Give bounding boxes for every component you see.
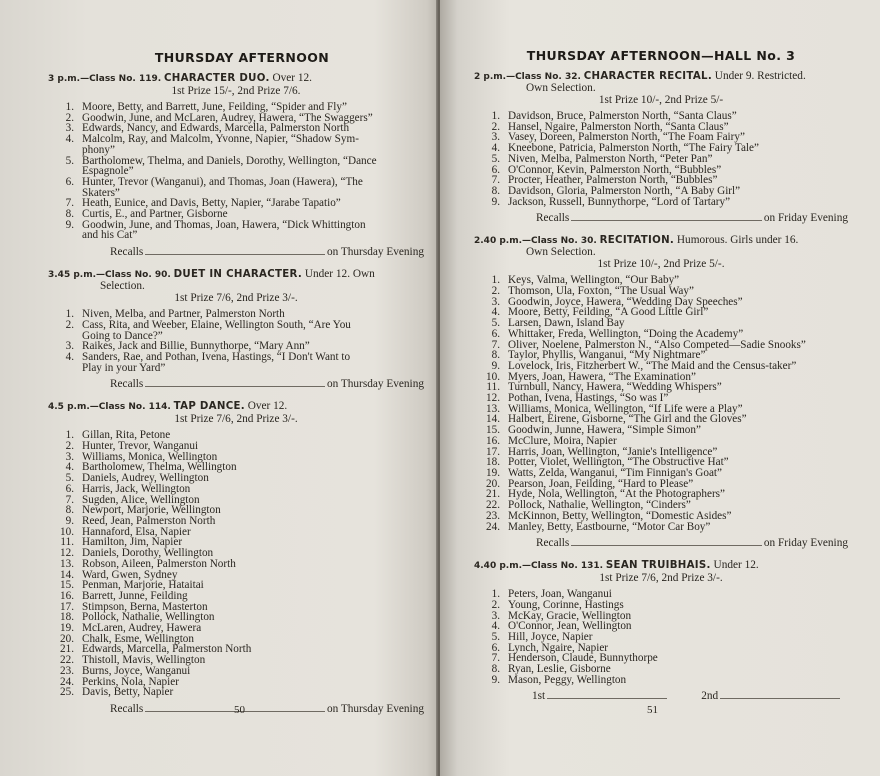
entry-number: 6. <box>65 175 74 188</box>
entry-number: 23. <box>486 509 500 522</box>
entry-number: 18. <box>486 456 500 469</box>
entry-text: Pothan, Ivena, Hastings, “So was I” <box>508 392 669 405</box>
class-section <box>48 268 424 390</box>
entry-text: Jackson, Russell, Bunnythorpe, “Lord of Tartary” <box>508 195 731 208</box>
placing-slot <box>532 690 667 702</box>
entry-text: Goodwin, June, and Thomas, Joan, Hawera, “Dick Whittington <box>82 218 366 231</box>
prize-line: 1st Prize 10/-, 2nd Prize 5/- <box>598 94 724 106</box>
entry-text: Williams, Monica, Wellington, “If Life were a Play” <box>508 402 743 415</box>
entry-number: 10. <box>486 370 500 383</box>
entry-text: Potter, Violet, Wellington, “The Obstructive Hat” <box>508 456 729 469</box>
recalls-line <box>48 246 424 258</box>
entry-text: O'Connor, Jean, Wellington <box>508 620 632 633</box>
entry-text: Moore, Betty, Feilding, “A Good Little Girl” <box>508 306 709 319</box>
entry-text: Daniels, Audrey, Wellington <box>82 472 209 485</box>
class-time: 4.5 p.m. <box>48 402 90 413</box>
entry-text: Pearson, Joan, Feilding, “Hard to Please” <box>508 477 694 490</box>
class-name: TAP DANCE. <box>173 401 245 413</box>
recalls-session: on Thursday Evening <box>326 246 424 259</box>
entry-number: 14. <box>60 568 74 581</box>
entry-text: McKay, Gracie, Wellington <box>508 609 632 622</box>
entry-text: Ward, Gwen, Sydney <box>82 568 178 581</box>
entry-text: and his Cat” <box>82 229 138 242</box>
class-conditions: Under 12. <box>710 559 759 572</box>
entry-text: Davidson, Gloria, Palmerston North, “A Baby Girl” <box>508 184 741 197</box>
entry-text: Young, Corinne, Hastings <box>508 598 624 611</box>
entry-text: Lovelock, Iris, Fitzherbert W., “The Maid and the Census-taker” <box>508 359 797 372</box>
entry-number: 17. <box>60 600 74 613</box>
class-conditions: Humorous. Girls under 16. <box>674 234 799 247</box>
entry-number: 4. <box>65 133 74 146</box>
recalls-session: on Thursday Evening <box>326 702 424 715</box>
class-section <box>48 72 424 258</box>
entry-list <box>48 102 424 241</box>
class-number: —Class No. 90. <box>96 270 171 281</box>
entry-line <box>48 687 424 698</box>
entry-number: 2. <box>491 598 500 611</box>
entry-number: 19. <box>60 622 74 635</box>
entry-number: 22. <box>486 499 500 512</box>
entry-number: 6. <box>491 163 500 176</box>
class-section <box>474 70 848 224</box>
class-number: —Class No. 30. <box>522 236 597 247</box>
placing-slot <box>701 690 840 702</box>
class-name: CHARACTER RECITAL. <box>583 71 712 82</box>
entry-number: 9. <box>491 359 500 372</box>
entry-text: Reed, Jean, Palmerston North <box>82 514 216 527</box>
entry-text: Moore, Betty, and Barrett, June, Feilding, “Spider and Fly” <box>82 101 347 113</box>
entry-number: 6. <box>491 641 500 654</box>
entry-number: 5. <box>491 152 500 165</box>
entry-text: Going to Dance?” <box>82 329 163 342</box>
entry-text: Larsen, Dawn, Island Bay <box>508 317 625 330</box>
entry-list <box>474 111 848 207</box>
class-number: —Class No. 131. <box>522 561 604 572</box>
entry-text: Hamilton, Jim, Napier <box>82 536 183 549</box>
entry-number: 18. <box>60 611 74 624</box>
entry-number: 20. <box>486 477 500 490</box>
entry-text: Henderson, Claude, Bunnythorpe <box>508 652 658 665</box>
entry-text: Peters, Joan, Wanganui <box>508 588 612 601</box>
entry-number: 10. <box>60 525 74 538</box>
entry-number: 8. <box>491 184 500 197</box>
entry-line <box>474 675 848 686</box>
entry-text: Sugden, Alice, Wellington <box>82 493 200 506</box>
recalls-rule <box>571 212 762 221</box>
entry-number: 14. <box>486 413 500 426</box>
entry-number: 16. <box>486 434 500 447</box>
entry-text: Espagnole” <box>82 165 134 178</box>
entry-list <box>48 430 424 698</box>
entry-number: 25. <box>60 686 74 699</box>
entry-number: 5. <box>65 154 74 167</box>
entry-text: Taylor, Phyllis, Wanganui, “My Nightmare” <box>508 349 706 362</box>
entry-number: 21. <box>486 488 500 501</box>
class-conditions-cont: Own Selection. <box>526 82 596 94</box>
entry-number: 3. <box>65 340 74 353</box>
entry-number: 21. <box>60 643 74 656</box>
entry-number: 20. <box>60 632 74 645</box>
entry-number: 1. <box>65 101 74 113</box>
entry-text: Malcolm, Ray, and Malcolm, Yvonne, Napier, “Shadow Sym- <box>82 133 359 146</box>
entry-text: Davidson, Bruce, Palmerston North, “Santa Claus” <box>508 110 737 122</box>
entry-number: 1. <box>65 429 74 442</box>
entry-text: Raikes, Jack and Billie, Bunnythorpe, “Mary Ann” <box>82 340 310 353</box>
entry-text: McClure, Moira, Napier <box>508 434 617 447</box>
recalls-label: Recalls <box>536 537 570 550</box>
prize-line: 1st Prize 7/6, 2nd Prize 3/-. <box>174 292 298 305</box>
entry-text: Hansel, Ngaire, Palmerston North, “Santa Claus” <box>508 120 729 133</box>
class-number: —Class No. 114. <box>89 402 171 413</box>
class-time: 2 p.m. <box>474 72 507 82</box>
entry-text: Oliver, Noelene, Palmerston N., “Also Competed—Sadie Snooks” <box>508 338 806 351</box>
entry-text: Goodwin, June, and McLaren, Audrey, Hawera, “The Swaggers” <box>82 111 373 124</box>
page-number: 51 <box>647 704 658 716</box>
recalls-label: Recalls <box>110 702 144 715</box>
entry-text: Curtis, E., and Partner, Gisborne <box>82 208 228 221</box>
recalls-line <box>474 537 848 549</box>
entry-text: Penman, Marjorie, Hataitai <box>82 579 204 592</box>
entry-text: Edwards, Marcella, Palmerston North <box>82 643 252 656</box>
right-sections <box>474 70 848 702</box>
entry-text: Chalk, Esme, Wellington <box>82 632 194 645</box>
entry-number: 2. <box>491 285 500 298</box>
entry-text: Thistoll, Mavis, Wellington <box>82 654 206 667</box>
placing-label: 2nd <box>701 689 719 702</box>
recalls-session: on Friday Evening <box>763 212 848 225</box>
entry-text: Harris, Joan, Wellington, “Janie's Intelligence” <box>508 445 718 458</box>
entry-number: 2. <box>65 318 74 331</box>
entry-text: O'Connor, Kevin, Palmerston North, “Bubbles” <box>508 163 722 176</box>
entry-number: 2. <box>65 440 74 453</box>
prize-line: 1st Prize 7/6, 2nd Prize 3/-. <box>174 413 298 426</box>
recalls-line <box>48 378 424 390</box>
entry-number: 4. <box>65 350 74 363</box>
entry-text: Play in your Yard” <box>82 361 166 374</box>
recalls-label: Recalls <box>110 378 144 391</box>
class-name: DUET IN CHARACTER. <box>173 269 303 281</box>
entry-number: 7. <box>491 174 500 187</box>
entry-text: Perkins, Nola, Napier <box>82 675 179 688</box>
entry-number: 6. <box>65 482 74 495</box>
entry-text: Niven, Melba, Palmerston North, “Peter Pan” <box>508 152 713 165</box>
class-section <box>48 400 424 715</box>
entry-text: Hunter, Trevor, Wanganui <box>82 440 199 453</box>
entry-text: Niven, Melba, and Partner, Palmerston North <box>82 308 285 321</box>
entry-number: 7. <box>491 652 500 665</box>
class-name: SEAN TRUIBHAIS. <box>605 560 711 572</box>
class-heading <box>48 400 424 413</box>
entry-number: 5. <box>65 472 74 485</box>
entry-text: Williams, Monica, Wellington <box>82 450 218 463</box>
entry-number: 3. <box>65 450 74 463</box>
entry-number: 3. <box>491 131 500 144</box>
entry-text: Burns, Joyce, Wanganui <box>82 664 191 677</box>
entry-text: Halbert, Eirene, Gisborne, “The Girl and the Gloves” <box>508 413 747 426</box>
entry-list <box>474 589 848 685</box>
entry-text: Hunter, Trevor (Wanganui), and Thomas, Joan (Hawera), “The <box>82 175 363 188</box>
entry-number: 9. <box>491 195 500 208</box>
entry-number: 7. <box>491 338 500 351</box>
entry-number: 4. <box>65 461 74 474</box>
class-number: —Class No. 119. <box>80 74 162 84</box>
entry-text: Thomson, Ula, Foxton, “The Usual Way” <box>508 285 694 298</box>
entry-text: Keys, Valma, Wellington, “Our Baby” <box>508 274 680 287</box>
entry-number: 2. <box>65 111 74 124</box>
class-conditions: Under 9. Restricted. <box>711 70 806 82</box>
entry-text: Cass, Rita, and Weeber, Elaine, Wellington South, “Are You <box>82 318 351 331</box>
prize-line: 1st Prize 15/-, 2nd Prize 7/6. <box>171 85 301 97</box>
class-number: —Class No. 32. <box>506 72 581 82</box>
entry-number: 13. <box>486 402 500 415</box>
entry-text: Goodwin, Joyce, Hawera, “Wedding Day Speeches” <box>508 295 743 308</box>
entry-number: 13. <box>60 557 74 570</box>
entry-text: Edwards, Nancy, and Edwards, Marcella, Palmerston North <box>82 122 350 135</box>
entry-number: 23. <box>60 664 74 677</box>
recalls-label: Recalls <box>536 212 570 225</box>
entry-text: Procter, Heather, Palmerston North, “Bubbles” <box>508 174 718 187</box>
class-name: CHARACTER DUO. <box>163 73 270 84</box>
entry-text: Gillan, Rita, Petone <box>82 429 171 442</box>
entry-number: 3. <box>491 609 500 622</box>
entry-number: 8. <box>65 504 74 517</box>
page-title: THURSDAY AFTERNOON <box>154 50 330 65</box>
class-time: 3 p.m. <box>48 74 81 84</box>
entry-number: 2. <box>491 120 500 133</box>
entry-text: McKinnon, Betty, Wellington, “Domestic Asides” <box>508 509 732 522</box>
entry-list <box>474 275 848 532</box>
entry-number: 11. <box>60 536 74 549</box>
entry-text: Kneebone, Patricia, Palmerston North, “The Fairy Tale” <box>508 142 759 155</box>
entry-number: 15. <box>486 424 500 437</box>
class-time: 3.45 p.m. <box>48 270 96 281</box>
entry-text: Daniels, Dorothy, Wellington <box>82 547 214 560</box>
entry-line <box>48 230 424 241</box>
entry-text: Manley, Betty, Eastbourne, “Motor Car Boy” <box>508 520 711 533</box>
prize-line: 1st Prize 7/6, 2nd Prize 3/-. <box>599 572 723 585</box>
entry-text: Heath, Eunice, and Davis, Betty, Napier, “Jarabe Tapatio” <box>82 197 341 210</box>
entry-text: Hannaford, Elsa, Napier <box>82 525 191 538</box>
entry-number: 7. <box>65 197 74 210</box>
entry-text: Hyde, Nola, Wellington, “At the Photographers” <box>508 488 726 501</box>
class-conditions-cont: Own Selection. <box>526 246 596 259</box>
left-sections <box>48 72 424 715</box>
prize-line: 1st Prize 10/-, 2nd Prize 5/-. <box>597 258 725 271</box>
entry-number: 1. <box>491 274 500 287</box>
recalls-rule <box>145 378 325 387</box>
entry-number: 8. <box>65 208 74 221</box>
entry-text: Watts, Zelda, Wanganui, “Tim Finnigan's Goat” <box>508 466 722 479</box>
entry-number: 4. <box>491 620 500 633</box>
entry-number: 3. <box>65 122 74 135</box>
entry-number: 9. <box>65 218 74 231</box>
entry-number: 8. <box>491 349 500 362</box>
page-title: THURSDAY AFTERNOON—HALL No. 3 <box>526 48 796 63</box>
entry-text: Sanders, Rae, and Pothan, Ivena, Hastings, “I Don't Want to <box>82 350 351 363</box>
placing-rule <box>547 690 667 699</box>
entry-text: Bartholomew, Thelma, Wellington <box>82 461 237 474</box>
recalls-session: on Friday Evening <box>763 537 848 550</box>
class-conditions: Over 12. <box>269 72 312 84</box>
recalls-rule <box>145 246 325 255</box>
entry-text: Skaters” <box>82 186 120 199</box>
entry-text: Whittaker, Freda, Wellington, “Doing the Academy” <box>508 327 744 340</box>
entry-number: 3. <box>491 295 500 308</box>
class-time: 2.40 p.m. <box>474 236 522 247</box>
recalls-line <box>474 212 848 224</box>
entry-number: 7. <box>65 493 74 506</box>
class-section <box>474 234 848 549</box>
entry-text: Mason, Peggy, Wellington <box>508 673 627 686</box>
entry-text: Pollock, Nathalie, Wellington <box>82 611 215 624</box>
entry-number: 5. <box>491 631 500 644</box>
entry-text: Hill, Joyce, Napier <box>508 631 593 644</box>
entry-text: Lynch, Ngaire, Napier <box>508 641 609 654</box>
entry-number: 19. <box>486 466 500 479</box>
entry-number: 5. <box>491 317 500 330</box>
entry-line <box>48 363 424 374</box>
placing-label: 1st <box>532 689 546 702</box>
entry-number: 22. <box>60 654 74 667</box>
class-heading <box>48 72 424 85</box>
entry-text: Pollock, Nathalie, Wellington, “Cinders” <box>508 499 691 512</box>
entry-list <box>48 309 424 373</box>
entry-number: 1. <box>491 110 500 122</box>
class-name: RECITATION. <box>599 235 675 247</box>
entry-text: McLaren, Audrey, Hawera <box>82 622 202 635</box>
entry-text: Barrett, Junne, Feilding <box>82 589 188 602</box>
entry-text: Vasey, Doreen, Palmerston North, “The Foam Fairy” <box>508 131 745 144</box>
entry-line <box>474 197 848 208</box>
class-time: 4.40 p.m. <box>474 561 522 572</box>
entry-number: 1. <box>65 308 74 321</box>
recalls-label: Recalls <box>110 246 144 259</box>
entry-text: Myers, Joan, Hawera, “The Examination” <box>508 370 696 383</box>
page-number: 50 <box>234 704 245 716</box>
placings-line <box>474 690 848 702</box>
class-section <box>474 559 848 701</box>
entry-number: 8. <box>491 663 500 676</box>
entry-number: 1. <box>491 588 500 601</box>
entry-number: 9. <box>491 673 500 686</box>
entry-number: 16. <box>60 589 74 602</box>
entry-number: 9. <box>65 514 74 527</box>
placing-rule <box>720 690 840 699</box>
entry-number: 11. <box>486 381 500 394</box>
entry-number: 24. <box>60 675 74 688</box>
entry-number: 12. <box>60 547 74 560</box>
right-page <box>440 0 880 776</box>
entry-number: 4. <box>491 306 500 319</box>
entry-line <box>474 522 848 533</box>
recalls-session: on Thursday Evening <box>326 378 424 391</box>
class-conditions: Under 12. Own <box>302 268 375 281</box>
entry-number: 17. <box>486 445 500 458</box>
entry-text: Goodwin, Junne, Hawera, “Simple Simon” <box>508 424 701 437</box>
entry-text: phony” <box>82 143 115 156</box>
entry-text: Newport, Marjorie, Wellington <box>82 504 221 517</box>
class-heading <box>474 559 848 572</box>
entry-text: Robson, Aileen, Palmerston North <box>82 557 236 570</box>
class-conditions: Over 12. <box>244 400 288 413</box>
entry-text: Bartholomew, Thelma, and Daniels, Dorothy, Wellington, “Dance <box>82 154 377 167</box>
entry-number: 6. <box>491 327 500 340</box>
entry-number: 15. <box>60 579 74 592</box>
entry-text: Stimpson, Berna, Masterton <box>82 600 208 613</box>
recalls-rule <box>571 537 762 546</box>
class-conditions-cont: Selection. <box>100 280 145 293</box>
entry-number: 24. <box>486 520 500 533</box>
entry-text: Harris, Jack, Wellington <box>82 482 191 495</box>
entry-number: 4. <box>491 142 500 155</box>
entry-text: Ryan, Leslie, Gisborne <box>508 663 611 676</box>
entry-number: 12. <box>486 392 500 405</box>
entry-text: Turnbull, Nancy, Hawera, “Wedding Whispers” <box>508 381 722 394</box>
entry-text: Davis, Betty, Napier <box>82 686 174 699</box>
